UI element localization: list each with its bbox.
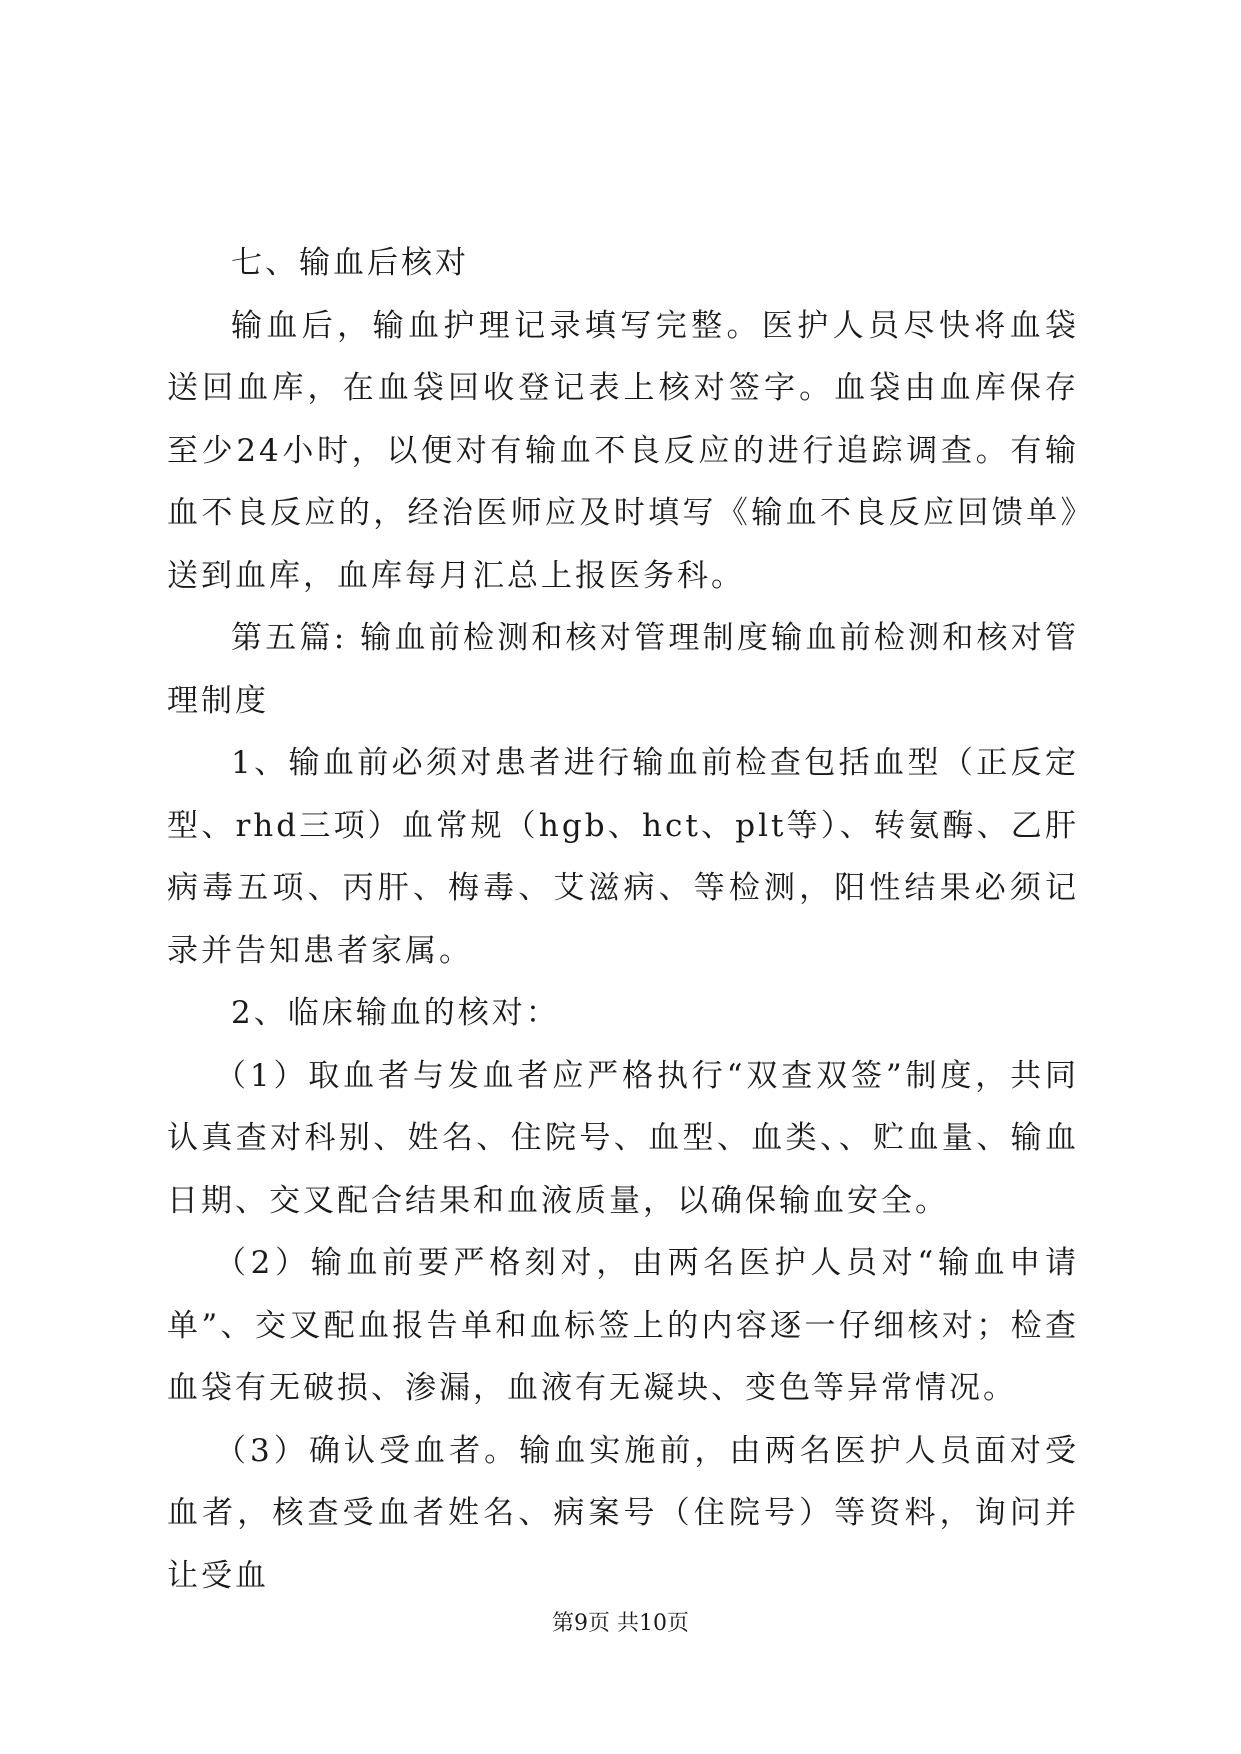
paragraph-item-3: （3）确认受血者。输血实施前，由两名医护人员面对受血者，核查受血者姓名、病案号（住院号）等资料，询问并让受血 [167, 1432, 1079, 1594]
chapter-title: 第五篇: 输血前检测和核对管理制度输血前检测和核对管理制度 [167, 620, 1079, 719]
paragraph-post-transfusion: 输血后，输血护理记录填写完整。医护人员尽快将血袋送回血库，在血袋回收登记表上核对签字。血袋由血库保存至少24小时，以便对有输血不良反应的进行追踪调查。有输血不良反应的，经治医师应及时填写《输血不良反应回馈单》送到血库，血库每月汇总上报医务科。 [167, 307, 1079, 594]
paragraph-pre-transfusion-tests: 1、输血前必须对患者进行输血前检查包括血型（正反定型、rhd三项）血常规（hgb、hct、plt等）、转氨酶、乙肝病毒五项、丙肝、梅毒、艾滋病、等检测，阳性结果必须记录并告知患者家属。 [167, 745, 1079, 969]
section-heading: 七、输血后核对 [231, 245, 469, 281]
paragraph-clinical-check-heading: 2、临床输血的核对： [231, 995, 560, 1031]
document-body [167, 232, 1079, 1607]
page-footer: 第9页 共10页 [552, 1611, 689, 1636]
paragraph-item-2: （2）输血前要严格刻对，由两名医护人员对“输血申请单”、交叉配血报告单和血标签上的内容逐一仔细核对；检查血袋有无破损、渗漏，血液有无凝块、变色等异常情况。 [167, 1245, 1079, 1406]
paragraph-item-1: （1）取血者与发血者应严格执行“双查双签”制度，共同认真查对科别、姓名、住院号、血型、血类、、贮血量、输血日期、交叉配合结果和血液质量，以确保输血安全。 [167, 1057, 1079, 1219]
